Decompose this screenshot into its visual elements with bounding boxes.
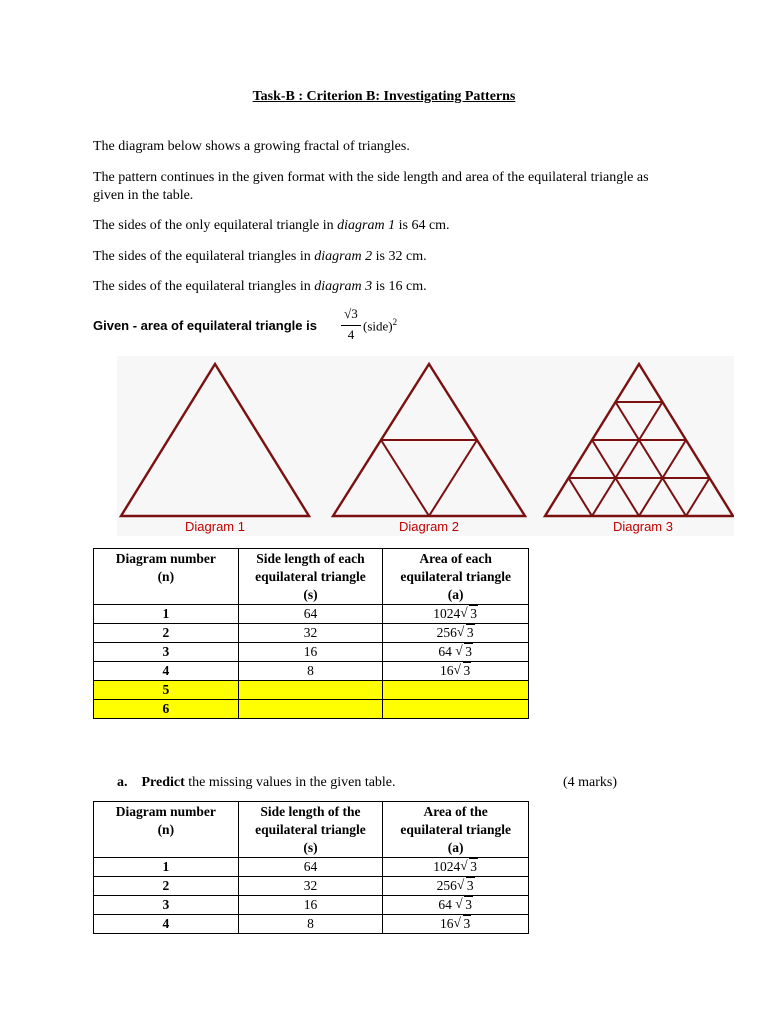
header-line: Side length of the xyxy=(260,804,361,819)
subdivision-line xyxy=(381,440,429,516)
diagram1-side-paragraph: The sides of the only equilateral triangle in diagram 1 is 64 cm. xyxy=(93,218,450,233)
header-line: Area of the xyxy=(423,804,488,819)
area-input-cell[interactable] xyxy=(383,700,529,719)
diagram-number-cell: 5 xyxy=(94,681,239,700)
radical xyxy=(460,605,478,623)
question-a: a. Predict the missing values in the given table. xyxy=(117,775,396,790)
table-row xyxy=(94,858,529,877)
header-line: Area of each xyxy=(419,551,492,566)
diagram-label: Diagram 1 xyxy=(185,519,245,534)
diagram-number-cell: 1 xyxy=(94,858,239,877)
table-row xyxy=(94,624,529,643)
diagram-number-cell: 3 xyxy=(94,643,239,662)
fractal-diagrams xyxy=(117,356,734,536)
area-cell xyxy=(383,915,529,934)
diagram-label: Diagram 2 xyxy=(399,519,459,534)
radicand: 3 xyxy=(470,859,478,874)
header-line: equilateral triangle xyxy=(255,822,366,837)
blank-table-row xyxy=(94,681,529,700)
radicand: 3 xyxy=(463,916,471,931)
column-header xyxy=(238,549,383,605)
answer-table xyxy=(93,801,529,934)
area-cell xyxy=(383,896,529,915)
diagram-number-cell: 4 xyxy=(94,662,239,681)
question-a-marks: (4 marks) xyxy=(563,775,618,790)
fraction-bar xyxy=(341,325,361,326)
column-header xyxy=(383,549,529,605)
radical xyxy=(457,877,475,895)
intro-paragraph: The diagram below shows a growing fractal of triangles. xyxy=(93,139,410,154)
column-header xyxy=(238,802,383,858)
diagram-number-cell: 4 xyxy=(94,915,239,934)
diagram2-side-paragraph: The sides of the equilateral triangles in diagram 2 is 32 cm. xyxy=(93,249,427,264)
diagram-label: Diagram 3 xyxy=(613,519,673,534)
radical xyxy=(455,643,473,661)
radicand: 3 xyxy=(470,606,478,621)
header-line: (a) xyxy=(447,840,464,855)
header-line: equilateral triangle xyxy=(255,569,366,584)
subdivision-line xyxy=(569,478,593,516)
area-coefficient: 256 xyxy=(436,878,457,893)
table-row xyxy=(94,896,529,915)
radicand: 3 xyxy=(466,625,474,640)
side-length-cell: 64 xyxy=(238,858,383,877)
area-coefficient: 64 xyxy=(438,897,456,912)
column-header xyxy=(94,549,239,605)
radicand: 3 xyxy=(465,644,472,659)
side-length-cell: 32 xyxy=(238,624,383,643)
radical xyxy=(454,662,472,680)
area-coefficient: 256 xyxy=(436,625,457,640)
area-input-cell[interactable] xyxy=(383,681,529,700)
table-row xyxy=(94,662,529,681)
diagram-number-cell: 2 xyxy=(94,624,239,643)
subdivision-line xyxy=(429,440,477,516)
diagram-number-cell: 1 xyxy=(94,605,239,624)
header-line: (n) xyxy=(157,822,175,837)
diagram3-side-paragraph: The sides of the equilateral triangles in diagram 3 is 16 cm. xyxy=(93,279,427,294)
header-line: equilateral triangle xyxy=(400,569,511,584)
formula-label: Given - area of equilateral triangle is xyxy=(93,318,317,333)
page-title: Task-B : Criterion B: Investigating Patterns xyxy=(252,89,516,104)
area-coefficient: 1024 xyxy=(433,859,461,874)
side-length-cell: 16 xyxy=(238,643,383,662)
header-line: (s) xyxy=(303,840,318,855)
header-line: (s) xyxy=(303,587,318,602)
header-line: equilateral triangle xyxy=(400,822,511,837)
formula-side-term: (side)$^2$ xyxy=(363,317,398,334)
blank-table-row xyxy=(94,700,529,719)
area-cell xyxy=(383,662,529,681)
header-line: (n) xyxy=(157,569,175,584)
area-coefficient: 16 xyxy=(440,663,454,678)
area-cell xyxy=(383,877,529,896)
area-cell xyxy=(383,605,529,624)
formula-denominator: 4 xyxy=(347,327,355,342)
radicand: 3 xyxy=(463,663,471,678)
radical xyxy=(454,915,472,933)
radicand: 3 xyxy=(466,878,474,893)
formula-numerator: √3 xyxy=(344,306,358,321)
area-coefficient: 1024 xyxy=(433,606,461,621)
diagram-number-cell: 3 xyxy=(94,896,239,915)
diagram-number-cell: 6 xyxy=(94,700,239,719)
outer-triangle xyxy=(121,364,309,516)
radical xyxy=(455,896,473,914)
column-header xyxy=(383,802,529,858)
radicand: 3 xyxy=(465,897,472,912)
area-coefficient: 16 xyxy=(440,916,454,931)
header-line: Side length of each xyxy=(256,551,365,566)
header-line: Diagram number xyxy=(115,551,216,566)
pattern-table xyxy=(93,548,529,719)
diagram-1-triangles xyxy=(121,364,309,516)
side-length-cell: 8 xyxy=(238,915,383,934)
side-length-cell: 64 xyxy=(238,605,383,624)
side-length-cell: 32 xyxy=(238,877,383,896)
header-line: Diagram number xyxy=(115,804,216,819)
pattern-paragraph: The pattern continues in the given format with the side length and area of the equilateral triangle as given in the table. xyxy=(93,170,649,203)
area-cell xyxy=(383,624,529,643)
fractal-diagrams-svg xyxy=(117,356,734,536)
diagram-2-triangles xyxy=(333,364,525,516)
side-length-input-cell[interactable] xyxy=(238,700,383,719)
table-row xyxy=(94,877,529,896)
radical xyxy=(460,858,478,876)
table-row xyxy=(94,915,529,934)
side-length-cell: 8 xyxy=(238,662,383,681)
area-cell xyxy=(383,858,529,877)
column-header xyxy=(94,802,239,858)
diagram-number-cell: 2 xyxy=(94,877,239,896)
header-line: (a) xyxy=(447,587,464,602)
area-cell xyxy=(383,643,529,662)
subdivision-line xyxy=(686,478,710,516)
diagram-3-triangles xyxy=(545,364,733,516)
table-row xyxy=(94,605,529,624)
side-length-cell: 16 xyxy=(238,896,383,915)
area-coefficient: 64 xyxy=(438,644,456,659)
radical xyxy=(457,624,475,642)
table-row xyxy=(94,643,529,662)
side-length-input-cell[interactable] xyxy=(238,681,383,700)
